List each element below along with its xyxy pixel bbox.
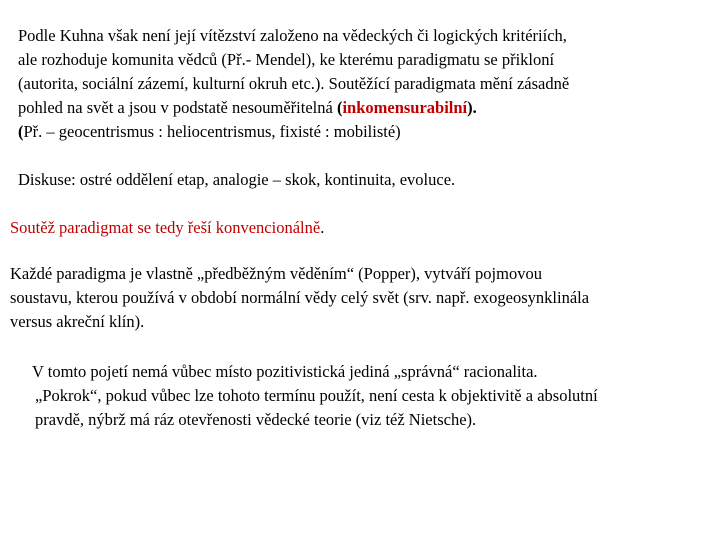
text-line	[10, 216, 710, 240]
text-segment: pohled na svět a jsou v podstatě nesouměřitelná	[18, 98, 337, 117]
bold-paren: (	[336, 98, 343, 117]
text-line: versus akreční klín).	[10, 312, 145, 331]
text-line: Podle Kuhna však není její vítězství založeno na vědeckých či logických kritériích,	[18, 26, 567, 45]
text-line	[18, 96, 708, 120]
term-incommensurable: inkomensurabilní	[342, 98, 468, 117]
paragraph-discussion	[18, 168, 708, 192]
paragraph-paradigm	[10, 262, 715, 334]
text-line: Diskuse: ostré oddělení etap, analogie – skok, kontinuita, evoluce.	[18, 170, 456, 189]
paragraph-conclusion	[10, 216, 710, 240]
paragraph-rationality	[32, 360, 717, 432]
text-line: (autorita, sociální zázemí, kulturní okruh etc.). Soutěžící paradigmata mění zásadně	[18, 74, 570, 93]
text-line: ale rozhoduje komunita vědců (Př.- Mendel), ke kterému paradigmatu se přikloní	[18, 50, 555, 69]
text-segment: .	[320, 218, 325, 237]
text-line: pravdě, nýbrž má ráz otevřenosti vědecké teorie (viz též Nietsche).	[35, 410, 477, 429]
text-line	[18, 120, 708, 144]
paragraph-kuhn	[18, 24, 708, 144]
red-statement: Soutěž paradigmat se tedy řeší konvencionálně	[10, 218, 321, 237]
text-line: V tomto pojetí nemá vůbec místo pozitivistická jediná „správná“ racionalita.	[32, 362, 538, 381]
text-segment: Př. – geocentrismus : heliocentrismus, fixisté : mobilisté)	[23, 122, 401, 141]
bold-paren: (	[18, 122, 24, 141]
text-line: soustavu, kterou používá v období normální vědy celý svět (srv. např. exogeosynklinála	[10, 288, 590, 307]
text-line: „Pokrok“, pokud vůbec lze tohoto termínu použít, není cesta k objektivitě a absolutní	[35, 386, 598, 405]
bold-paren-close: ).	[467, 98, 477, 117]
text-line: Každé paradigma je vlastně „předběžným věděním“ (Popper), vytváří pojmovou	[10, 264, 542, 283]
